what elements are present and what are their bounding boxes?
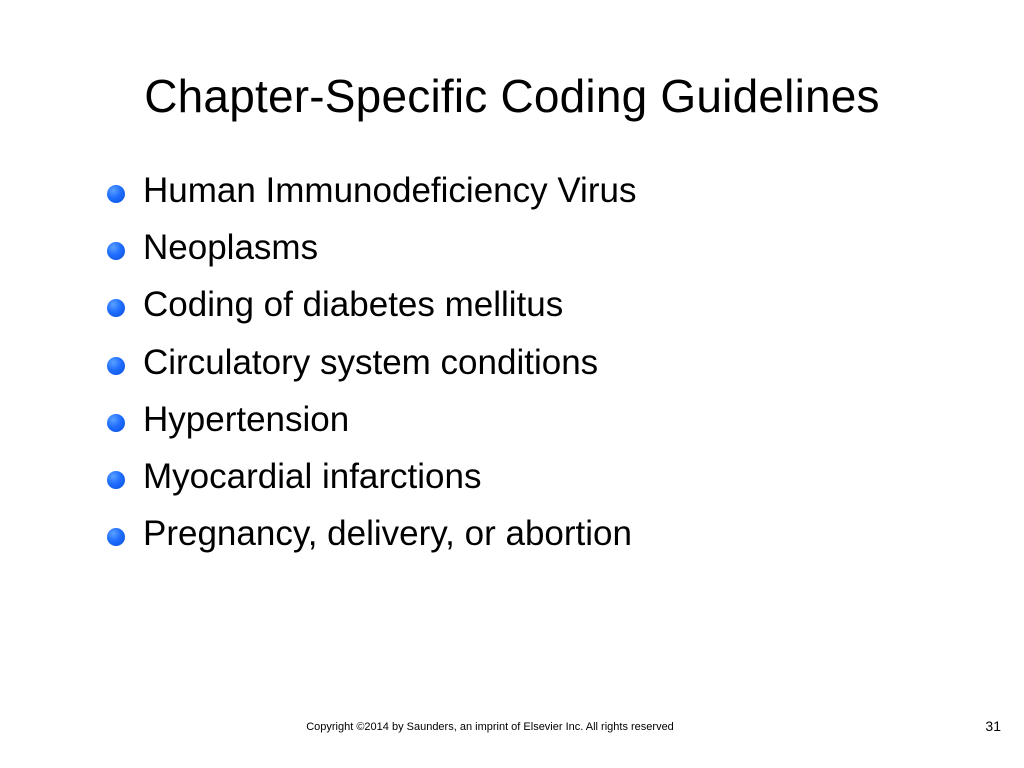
bullet-text: Myocardial infarctions [143, 457, 482, 497]
bullet-icon [107, 357, 125, 375]
bullet-icon [107, 471, 125, 489]
bullet-icon [107, 185, 125, 203]
bullet-item [107, 334, 636, 391]
bullet-icon [107, 528, 125, 546]
slide-number: 31 [985, 718, 1001, 734]
bullet-text: Human Immunodeficiency Virus [143, 170, 637, 210]
bullet-text: Coding of diabetes mellitus [143, 285, 564, 325]
bullet-item [107, 391, 636, 448]
bullet-item [107, 219, 636, 276]
bullet-item [107, 162, 636, 219]
bullet-item [107, 506, 636, 563]
bullet-list [107, 162, 636, 563]
slide-title: Chapter-Specific Coding Guidelines [144, 70, 880, 122]
bullet-icon [107, 299, 125, 317]
bullet-text: Circulatory system conditions [143, 342, 599, 382]
bullet-icon [107, 414, 125, 432]
bullet-item [107, 448, 636, 505]
bullet-text: Neoplasms [143, 227, 319, 267]
bullet-text: Hypertension [143, 399, 350, 439]
bullet-icon [107, 242, 125, 260]
bullet-item [107, 277, 636, 334]
bullet-text: Pregnancy, delivery, or abortion [143, 514, 632, 554]
footer-copyright: Copyright ©2014 by Saunders, an imprint of Elsevier Inc. All rights reserved [306, 721, 674, 733]
